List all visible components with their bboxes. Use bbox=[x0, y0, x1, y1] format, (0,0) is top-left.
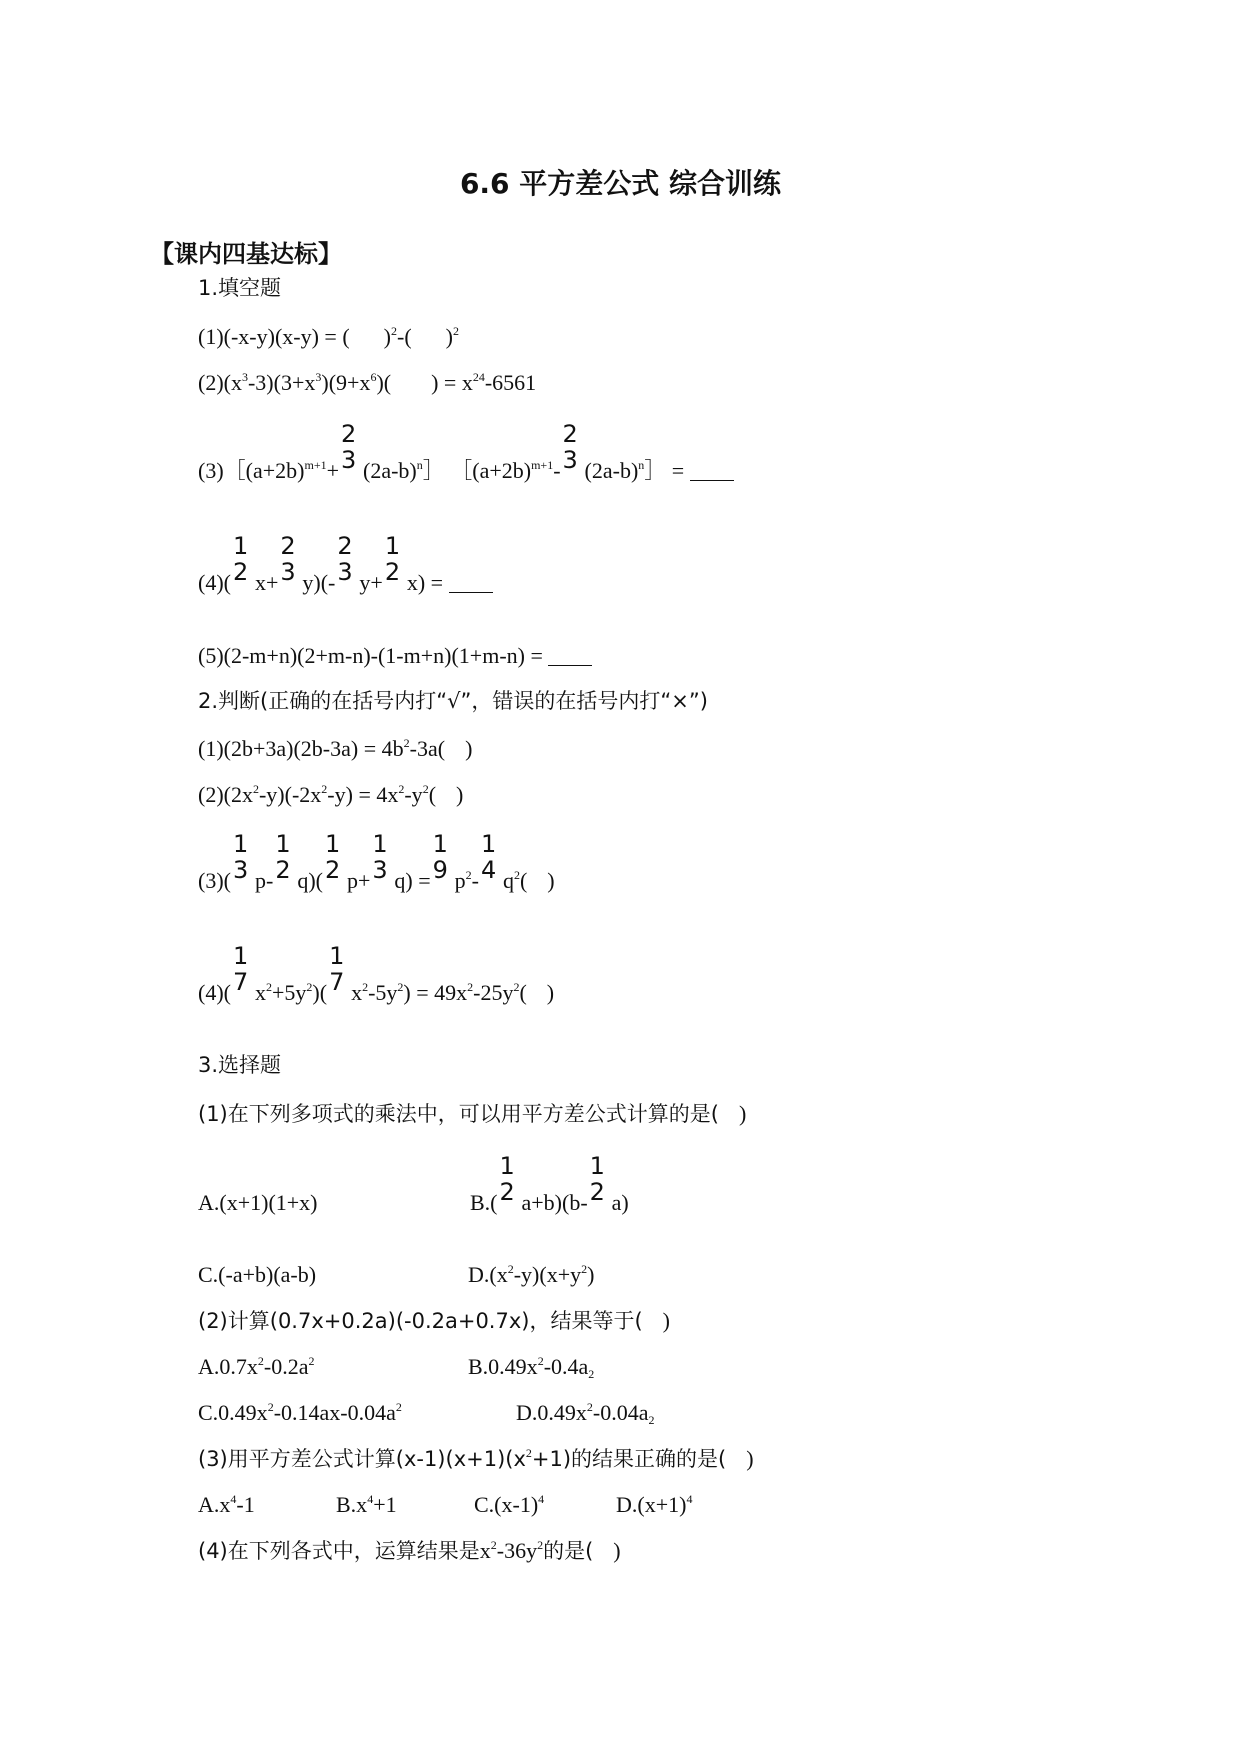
q1-item-5: (5)(2-m+n)(2+m-n)-(1-m+n)(1+m-n) = bbox=[198, 645, 592, 667]
page-title: 6.6 平方差公式 综合训练 bbox=[459, 167, 782, 200]
option-c: C.(-a+b)(a-b) bbox=[198, 1262, 317, 1287]
q3-item-1-options-cd bbox=[198, 1262, 595, 1287]
q1-item-3: $(3)[(a+2b)^{m+1}+$ 2 3 $(2a-b)^n]$ $[(a+2b)^{m+1}-$ 2 3 $(2a-b)^n]$ = bbox=[198, 460, 734, 482]
q2-item-1: $(1)(2b+3a)(2b-3a) = 4b^2-3a$( ) bbox=[198, 736, 473, 761]
fraction: 2 3 bbox=[562, 420, 578, 474]
q1-item-1: (1)(-x-y)(x-y) = ( )$^2$-( )$^2$ bbox=[198, 324, 459, 349]
option-a: $A.0.7x^2-0.2a^2$ bbox=[198, 1354, 315, 1379]
q1-item-2: $(2)(x^3-3)(3+x^3)(9+x^6)$( ) = $x^{24}-6561$ bbox=[198, 370, 537, 395]
fraction: 1 3 bbox=[372, 830, 388, 884]
q3-item-1-options-ab bbox=[198, 1152, 629, 1215]
option-c: $C.0.49x^2-0.14ax-0.04a^2$ bbox=[198, 1400, 402, 1425]
fraction: 1 7 bbox=[329, 942, 345, 996]
section-heading: 【课内四基达标】 bbox=[150, 240, 342, 268]
fraction: 2 3 bbox=[337, 532, 353, 586]
fraction: 2 3 bbox=[280, 532, 296, 586]
option-b: $B.x^4+1$ bbox=[336, 1492, 397, 1517]
fraction: 2 3 bbox=[341, 420, 357, 474]
q3-item-2-options-ab bbox=[198, 1354, 595, 1381]
fraction: 1 2 bbox=[384, 532, 401, 586]
q1-heading: 1.填空题 bbox=[198, 276, 282, 300]
q3-item-4: (4)在下列各式中，运算结果是$x^2-36y^2$的是( ) bbox=[198, 1538, 621, 1563]
fraction: 1 2 bbox=[499, 1152, 515, 1206]
fraction: 1 2 bbox=[324, 830, 341, 884]
fraction: 1 9 bbox=[432, 830, 448, 884]
option-d: $D.(x+1)^4$ bbox=[616, 1492, 693, 1517]
fraction: 1 3 bbox=[232, 830, 249, 884]
q2-item-3: (3)( 1 3 p- 1 2 q)( 1 2 p+ 1 3 q) = 1 9 $p^2-$ 1 4 $q^2$( ) bbox=[198, 830, 555, 893]
answer-blank bbox=[548, 647, 592, 666]
fraction: 1 4 bbox=[480, 830, 497, 884]
option-b: $B.0.49x^2-0.4a_2$ bbox=[468, 1354, 595, 1381]
q3-item-2-options-cd bbox=[198, 1400, 655, 1427]
fraction: 1 7 bbox=[232, 942, 249, 996]
answer-blank bbox=[449, 574, 493, 593]
q2-item-4: (4)( 1 7 $x^2+5y^2$)( 1 7 $x^2-5y^2) = 49x^2-25y^2$( ) bbox=[198, 942, 555, 1005]
q1-item-4: (4)( 1 2 x+ 2 3 y)(- 2 3 y+ 1 2 x) = bbox=[198, 572, 493, 594]
option-d: $D.0.49x^2-0.04a_2$ bbox=[516, 1400, 655, 1427]
option-d: $D.(x^2-y)(x+y^2)$ bbox=[468, 1262, 595, 1287]
option-a: A.(x+1)(1+x) bbox=[198, 1190, 318, 1215]
fraction: 1 2 bbox=[589, 1152, 605, 1206]
option-a: $A.x^4-1$ bbox=[198, 1492, 255, 1517]
option-b: B.( 1 2 a+b)(b- 1 2 a) bbox=[470, 1152, 629, 1215]
q2-item-2: $(2)(2x^2-y)(-2x^2-y) = 4x^2-y^2$( ) bbox=[198, 782, 464, 807]
fraction: 1 2 bbox=[275, 830, 291, 884]
q3-item-1: (1)在下列多项式的乘法中，可以用平方差公式计算的是( ) bbox=[198, 1101, 747, 1126]
q3-heading: 3.选择题 bbox=[198, 1053, 282, 1077]
q3-item-3-options bbox=[198, 1492, 693, 1517]
q3-item-3: (3)用平方差公式计算$(x-1)(x+1)(x^2+1)$的结果正确的是( ) bbox=[198, 1446, 754, 1471]
answer-blank bbox=[690, 462, 734, 481]
option-c: $C.(x-1)^4$ bbox=[474, 1492, 545, 1517]
q3-item-2: (2)计算(0.7x+0.2a)(-0.2a+0.7x)，结果等于( ) bbox=[198, 1308, 670, 1333]
fraction: 1 2 bbox=[232, 532, 249, 586]
q2-heading: 2.判断(正确的在括号内打“√”，错误的在括号内打“×”) bbox=[198, 689, 708, 713]
